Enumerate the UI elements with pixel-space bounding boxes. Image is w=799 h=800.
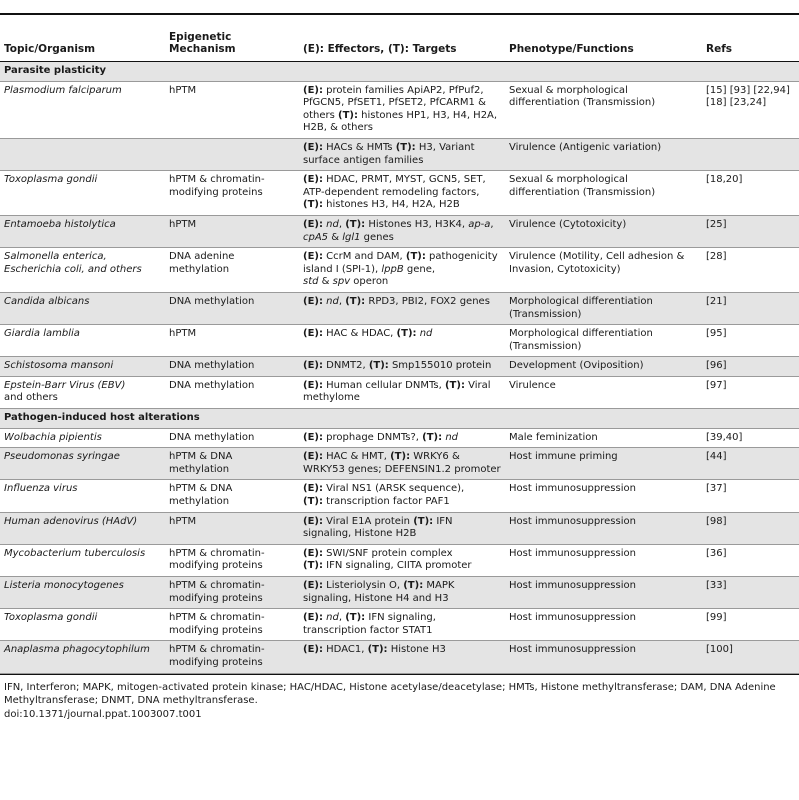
table-row bbox=[0, 448, 799, 480]
refs-cell: [25] bbox=[702, 215, 799, 247]
target-text: Histone H3 bbox=[387, 644, 446, 656]
effector-label: (E): bbox=[303, 360, 323, 372]
refs-cell: [98] bbox=[702, 512, 799, 544]
phenotype-cell: Host immunosuppression bbox=[505, 641, 702, 673]
organism-name: Epstein-Barr Virus (EBV) bbox=[4, 379, 126, 391]
mechanism-cell: DNA adenine methylation bbox=[165, 248, 299, 293]
table-row bbox=[0, 376, 799, 408]
target-text: Histones H3, H3K4, bbox=[365, 218, 469, 230]
effector-label: (E): bbox=[303, 515, 323, 527]
organism-cell: Pseudomonas syringae bbox=[0, 448, 165, 480]
table-row bbox=[0, 544, 799, 576]
target-italic: nd bbox=[445, 431, 458, 443]
phenotype-cell: Development (Oviposition) bbox=[505, 357, 702, 377]
mechanism-cell: hPTM bbox=[165, 512, 299, 544]
organism-cell bbox=[0, 138, 165, 170]
organism-cell: Influenza virus bbox=[0, 480, 165, 512]
doi-text: doi:10.1371/journal.ppat.1003007.t001 bbox=[4, 708, 202, 720]
table-row bbox=[0, 171, 799, 216]
effectors-cell bbox=[299, 641, 505, 673]
target-text: IFN signaling, Histone H2B bbox=[303, 515, 453, 540]
target-label: (T): bbox=[405, 251, 426, 263]
target-tail: genes bbox=[360, 231, 394, 243]
effector-label: (E): bbox=[303, 451, 323, 463]
phenotype-cell: Male feminization bbox=[505, 428, 702, 448]
refs-cell: [18,20] bbox=[702, 171, 799, 216]
refs-cell bbox=[702, 138, 799, 170]
target-text: pathogenicity island I (SPI-1), bbox=[303, 251, 498, 275]
phenotype-cell: Sexual & morphological differentiation (Transmission) bbox=[505, 81, 702, 138]
effector-label: (E): bbox=[303, 84, 323, 96]
phenotype-cell: Sexual & morphological differentiation (Transmission) bbox=[505, 171, 702, 216]
effector-text: Viral E1A protein bbox=[322, 515, 414, 527]
section-title: Pathogen-induced host alterations bbox=[0, 409, 299, 429]
abbreviations-note: IFN, Interferon; MAPK, mitogen-activated protein kinase; HAC/HDAC, Histone acetylase/deacetylase; HMTs, Histone methyltransferase; DAM, DNA Adenine Methyltransferase; DNMT, DNA methyltransferase. bbox=[4, 681, 776, 707]
effector-label: (E): bbox=[303, 644, 323, 656]
refs-cell: [100] bbox=[702, 641, 799, 673]
target-label: (T): bbox=[390, 451, 411, 463]
effectors-cell bbox=[299, 138, 505, 170]
target-text: H3, Variant surface antigen families bbox=[303, 141, 475, 166]
organism-cell: Toxoplasma gondii bbox=[0, 609, 165, 641]
effectors-cell bbox=[299, 376, 505, 408]
target-label: (T): bbox=[338, 109, 358, 121]
mechanism-cell: DNA methylation bbox=[165, 292, 299, 324]
effectors-cell bbox=[299, 357, 505, 377]
organism-cell: Mycobacterium tuberculosis bbox=[0, 544, 165, 576]
effectors-cell: (E): nd, (T): Histones H3, H3K4, ap-a, cpA5 & lgl1 genes bbox=[299, 215, 505, 247]
effector-label: (E): bbox=[303, 295, 323, 307]
organism-cell: Giardia lamblia bbox=[0, 325, 165, 357]
target-sep: & bbox=[318, 276, 333, 288]
phenotype-cell: Host immune priming bbox=[505, 448, 702, 480]
effector-italic: nd bbox=[326, 218, 339, 230]
refs-cell: [95] bbox=[702, 325, 799, 357]
mechanism-cell: hPTM & chromatin-modifying proteins bbox=[165, 641, 299, 673]
table-row bbox=[0, 512, 799, 544]
table-row bbox=[0, 81, 799, 138]
mechanism-cell: hPTM & DNA methylation bbox=[165, 480, 299, 512]
effector-text: HACs & HMTs bbox=[322, 141, 396, 153]
table-footnote bbox=[0, 674, 799, 722]
effectors-cell bbox=[299, 512, 505, 544]
refs-cell: [21] bbox=[702, 292, 799, 324]
refs-cell: [96] bbox=[702, 357, 799, 377]
target-text: Smp155010 protein bbox=[388, 360, 492, 372]
effector-text: HDAC, PRMT, MYST, GCN5, SET, ATP-dependent remodeling factors, bbox=[303, 174, 486, 198]
effectors-cell bbox=[299, 248, 505, 293]
target-label: (T): bbox=[395, 141, 416, 153]
gene-name: lppB bbox=[381, 263, 404, 275]
organism-cell bbox=[0, 376, 165, 408]
table-row bbox=[0, 577, 799, 609]
refs-cell: [99] bbox=[702, 609, 799, 641]
target-text: Viral methylome bbox=[303, 379, 491, 404]
target-text: histones H3, H4, H2A, H2B bbox=[322, 199, 460, 211]
refs-cell: [97] bbox=[702, 376, 799, 408]
effectors-cell bbox=[299, 448, 505, 480]
section-row bbox=[0, 62, 799, 82]
effector-label: (E): bbox=[303, 379, 323, 391]
table-row bbox=[0, 292, 799, 324]
target-text: histones HP1, H3, H4, H2A, H2B, & others bbox=[303, 109, 498, 134]
phenotype-cell: Host immunosuppression bbox=[505, 480, 702, 512]
effector-label: (E): bbox=[303, 141, 323, 153]
organism-cell: Listeria monocytogenes bbox=[0, 577, 165, 609]
refs-cell: [15] [93] [22,94] [18] [23,24] bbox=[702, 81, 799, 138]
phenotype-cell: Host immunosuppression bbox=[505, 577, 702, 609]
organism-cell: Entamoeba histolytica bbox=[0, 215, 165, 247]
effector-text: protein families ApiAP2, PfPuf2, PfGCN5, PfSET1, PfSET2, PfCARM1 & others bbox=[303, 84, 486, 121]
gene-name: ap-a bbox=[468, 218, 491, 230]
effector-text: Human cellular DNMTs, bbox=[322, 379, 445, 391]
target-sep: & bbox=[328, 231, 343, 243]
table-row bbox=[0, 248, 799, 293]
effector-text: HAC & HDAC, bbox=[322, 328, 397, 340]
refs-cell: [44] bbox=[702, 448, 799, 480]
target-label: (T): bbox=[444, 379, 465, 391]
header-effectors: (E): Effectors, (T): Targets bbox=[299, 15, 505, 62]
organism-cell: Human adenovirus (HAdV) bbox=[0, 512, 165, 544]
refs-cell: [39,40] bbox=[702, 428, 799, 448]
effector-label: (E): bbox=[303, 547, 323, 559]
mechanism-cell: hPTM & chromatin-modifying proteins bbox=[165, 544, 299, 576]
target-sep: gene, bbox=[403, 263, 436, 275]
effectors-cell: (E): nd, (T): RPD3, PBI2, FOX2 genes bbox=[299, 292, 505, 324]
phenotype-cell: Virulence bbox=[505, 376, 702, 408]
target-label: (T): bbox=[345, 295, 366, 307]
table-row bbox=[0, 138, 799, 170]
target-text: IFN signaling, transcription factor STAT1 bbox=[303, 612, 436, 636]
organism-cell: Schistosoma mansoni bbox=[0, 357, 165, 377]
target-label: (T): bbox=[368, 360, 389, 372]
target-label: (T): bbox=[396, 328, 417, 340]
phenotype-cell: Host immunosuppression bbox=[505, 512, 702, 544]
mechanism-cell bbox=[165, 138, 299, 170]
table-row bbox=[0, 325, 799, 357]
effectors-cell bbox=[299, 428, 505, 448]
refs-cell: [28] bbox=[702, 248, 799, 293]
effector-label: (E): bbox=[303, 431, 323, 443]
organism-tail: and others bbox=[4, 392, 58, 404]
phenotype-cell: Morphological differentiation (Transmission) bbox=[505, 325, 702, 357]
target-label: (T): bbox=[422, 431, 443, 443]
mechanism-cell: hPTM bbox=[165, 325, 299, 357]
header-refs: Refs bbox=[702, 15, 799, 62]
effector-text: prophage DNMTs?, bbox=[322, 431, 423, 443]
target-label: (T): bbox=[345, 612, 366, 624]
target-label: (T): bbox=[345, 218, 366, 230]
effector-italic: nd bbox=[326, 295, 339, 307]
effector-label: (E): bbox=[303, 251, 323, 263]
effector-label: (E): bbox=[303, 328, 323, 340]
target-label: (T): bbox=[303, 199, 323, 211]
table-row bbox=[0, 428, 799, 448]
target-text: transcription factor PAF1 bbox=[322, 496, 450, 508]
effector-italic: nd bbox=[326, 612, 339, 624]
phenotype-cell: Virulence (Antigenic variation) bbox=[505, 138, 702, 170]
phenotype-cell: Host immunosuppression bbox=[505, 544, 702, 576]
target-label: (T): bbox=[303, 496, 323, 508]
effectors-cell bbox=[299, 325, 505, 357]
section-row bbox=[0, 409, 799, 429]
gene-name: cpA5 bbox=[303, 231, 329, 243]
gene-name: std bbox=[303, 276, 319, 288]
effectors-cell bbox=[299, 577, 505, 609]
target-italic: nd bbox=[419, 328, 433, 340]
mechanism-cell: hPTM bbox=[165, 215, 299, 247]
header-row bbox=[0, 15, 799, 62]
effector-label: (E): bbox=[303, 174, 323, 186]
refs-cell: [37] bbox=[702, 480, 799, 512]
table-row bbox=[0, 609, 799, 641]
mechanism-cell: DNA methylation bbox=[165, 428, 299, 448]
table-row bbox=[0, 215, 799, 247]
effector-text: HDAC1, bbox=[322, 644, 368, 656]
target-text: WRKY6 & WRKY53 genes; DEFENSIN1.2 promoter bbox=[303, 451, 501, 475]
effectors-cell bbox=[299, 81, 505, 138]
effector-text: SWI/SNF protein complex bbox=[322, 547, 453, 559]
mechanism-cell: hPTM & chromatin-modifying proteins bbox=[165, 577, 299, 609]
table-row bbox=[0, 480, 799, 512]
gene-name: spv bbox=[332, 276, 351, 288]
effectors-cell bbox=[299, 480, 505, 512]
organism-cell: Toxoplasma gondii bbox=[0, 171, 165, 216]
mechanism-cell: hPTM & DNA methylation bbox=[165, 448, 299, 480]
epigenetics-table bbox=[0, 15, 799, 674]
target-label: (T): bbox=[413, 515, 434, 527]
target-text: IFN signaling, CIITA promoter bbox=[322, 560, 472, 572]
organism-cell: Anaplasma phagocytophilum bbox=[0, 641, 165, 673]
target-text: RPD3, PBI2, FOX2 genes bbox=[365, 295, 490, 307]
phenotype-cell: Virulence (Motility, Cell adhesion & Invasion, Cytotoxicity) bbox=[505, 248, 702, 293]
refs-cell: [33] bbox=[702, 577, 799, 609]
header-phenotype: Phenotype/Functions bbox=[505, 15, 702, 62]
organism-cell: Wolbachia pipientis bbox=[0, 428, 165, 448]
effector-text: Listeriolysin O, bbox=[322, 580, 404, 591]
effector-text: Viral NS1 (ARSK sequence), bbox=[322, 483, 465, 495]
target-sep: , bbox=[490, 218, 494, 230]
phenotype-cell: Morphological differentiation (Transmission) bbox=[505, 292, 702, 324]
phenotype-cell: Virulence (Cytotoxicity) bbox=[505, 215, 702, 247]
effector-text: CcrM and DAM, bbox=[322, 251, 406, 263]
effector-text: HAC & HMT, bbox=[322, 451, 391, 463]
phenotype-cell: Host immunosuppression bbox=[505, 609, 702, 641]
target-text: MAPK signaling, Histone H4 and H3 bbox=[303, 580, 455, 604]
target-label: (T): bbox=[303, 560, 323, 572]
target-label: (T): bbox=[367, 644, 388, 656]
section-filler bbox=[299, 409, 799, 429]
effector-label: (E): bbox=[303, 612, 323, 624]
header-topic: Topic/Organism bbox=[0, 15, 165, 62]
effector-text: DNMT2, bbox=[322, 360, 369, 372]
mechanism-cell: hPTM bbox=[165, 81, 299, 138]
target-tail: operon bbox=[350, 276, 389, 288]
organism-cell: Salmonella enterica, Escherichia coli, and others bbox=[0, 248, 165, 293]
effectors-cell: (E): nd, (T): IFN signaling, transcription factor STAT1 bbox=[299, 609, 505, 641]
table-row bbox=[0, 357, 799, 377]
effectors-cell bbox=[299, 171, 505, 216]
organism-cell: Plasmodium falciparum bbox=[0, 81, 165, 138]
target-label: (T): bbox=[403, 580, 424, 591]
effector-label: (E): bbox=[303, 580, 323, 591]
mechanism-cell: hPTM & chromatin-modifying proteins bbox=[165, 171, 299, 216]
effector-label: (E): bbox=[303, 483, 323, 495]
mechanism-cell: DNA methylation bbox=[165, 357, 299, 377]
mechanism-cell: DNA methylation bbox=[165, 376, 299, 408]
section-title: Parasite plasticity bbox=[0, 62, 799, 82]
gene-name: lgl1 bbox=[342, 231, 361, 243]
table-row bbox=[0, 641, 799, 673]
mechanism-cell: hPTM & chromatin-modifying proteins bbox=[165, 609, 299, 641]
header-mechanism: Epigenetic Mechanism bbox=[165, 15, 299, 62]
refs-cell: [36] bbox=[702, 544, 799, 576]
effectors-cell bbox=[299, 544, 505, 576]
organism-cell: Candida albicans bbox=[0, 292, 165, 324]
effector-label: (E): bbox=[303, 218, 323, 230]
